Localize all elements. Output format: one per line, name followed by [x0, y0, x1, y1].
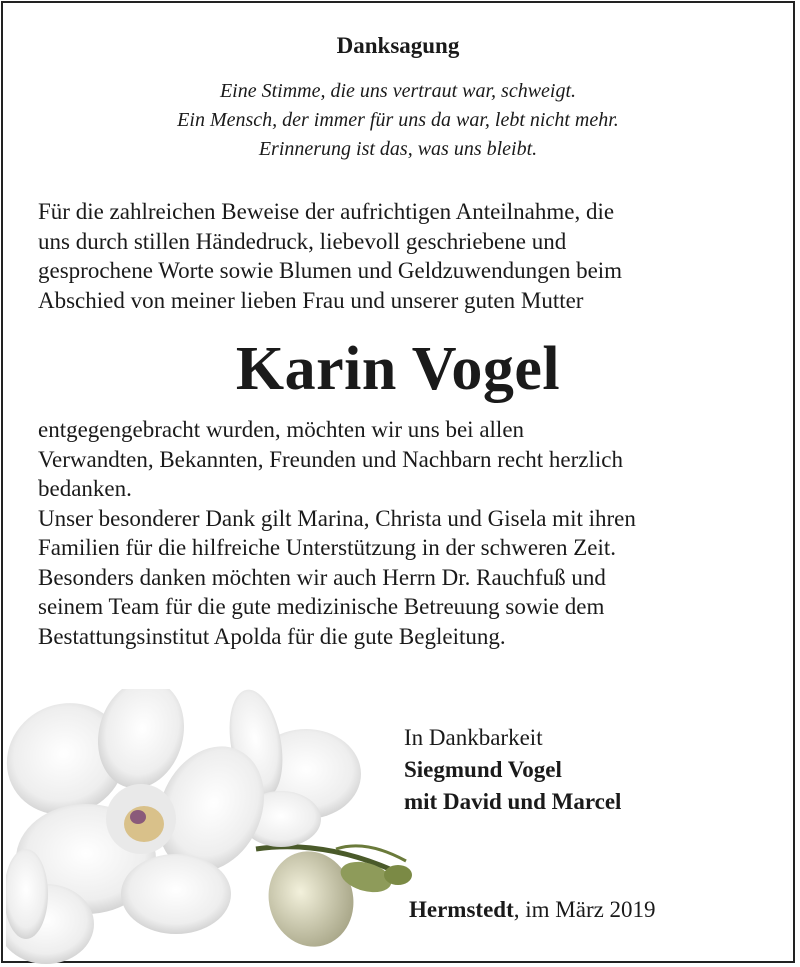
text-line: bedanken. — [38, 476, 132, 501]
signature-name: Siegmund Vogel — [404, 757, 562, 782]
obituary-frame — [1, 1, 795, 963]
signature-family: mit David und Marcel — [404, 789, 622, 814]
text-line: Abschied von meiner lieben Frau und unserer guten Mutter — [38, 287, 584, 313]
place-date-text: , im März 2019 — [513, 897, 656, 922]
text-line: uns durch stillen Händedruck, liebevoll geschriebene und — [38, 228, 567, 254]
heading: Danksagung — [336, 33, 460, 58]
text-line: Unser besonderer Dank gilt Marina, Christa und Gisela mit ihren — [38, 505, 636, 531]
motto — [3, 77, 793, 164]
motto-line: Eine Stimme, die uns vertraut war, schweigt. — [219, 80, 577, 102]
text-line: Verwandten, Bekannten, Freunden und Nachbarn recht herzlich — [38, 446, 623, 472]
text-line: gesprochene Worte sowie Blumen und Geldzuwendungen beim — [38, 258, 623, 283]
text-line: Familien für die hilfreiche Unterstützung in der schweren Zeit. — [38, 535, 616, 560]
signature-intro: In Dankbarkeit — [404, 725, 543, 750]
text-line: entgegengebracht wurden, möchten wir uns bei allen — [38, 417, 525, 442]
text-line: Bestattungsinstitut Apolda für die gute Begleitung. — [38, 623, 506, 649]
paragraph-thanks-intro — [38, 197, 768, 315]
signature-block — [404, 722, 621, 818]
orchid-flower-icon — [6, 689, 416, 964]
place-date — [409, 897, 656, 923]
text-line: Für die zahlreichen Beweise der aufrichtigen Anteilnahme, die — [38, 199, 615, 224]
text-line: Besonders danken möchten wir auch Herrn Dr. Rauchfuß und — [38, 564, 606, 590]
place-town: Hermstedt — [409, 897, 514, 922]
deceased-name: Karin Vogel — [235, 335, 561, 403]
motto-line: Erinnerung ist das, was uns bleibt. — [258, 138, 538, 160]
motto-line: Ein Mensch, der immer für uns da war, lebt nicht mehr. — [177, 109, 619, 131]
text-line: seinem Team für die gute medizinische Betreuung sowie dem — [38, 594, 605, 619]
paragraph-thanks-body — [38, 415, 768, 651]
